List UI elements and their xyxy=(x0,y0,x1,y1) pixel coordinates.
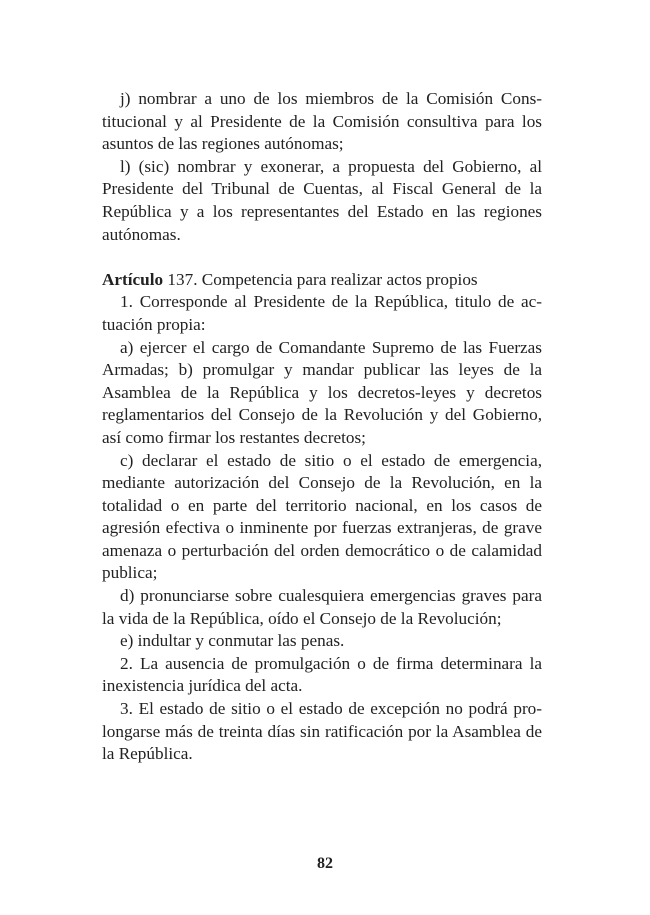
page-number: 82 xyxy=(317,855,333,872)
body-text xyxy=(102,88,542,766)
paragraph-j: j) nombrar a uno de los miembros de la Comisión Constitucional y al Presidente de la Comisión consultiva para los asuntos de las regiones autónomas; xyxy=(102,89,542,154)
paragraph-3: 3. El estado de sitio o el estado de excepción no podrá prolongarse más de treinta días sin ratificación por la Asamblea de la República. xyxy=(102,699,542,764)
article-label: Artículo xyxy=(102,269,164,289)
paragraph-a-b: a) ejercer el cargo de Comandante Supremo de las Fuerzas Armadas; b) promulgar y mandar publicar las leyes de la Asamblea de la República y los decretos-leyes y decretos reglamentarios del Consejo de la Revolución y del Gobierno, así como firmar los restantes decretos; xyxy=(102,337,542,447)
article-title: 137. Competencia para realizar actos propios xyxy=(163,269,478,289)
article-heading xyxy=(102,269,542,292)
paragraph-c: c) declarar el estado de sitio o el estado de emergencia, mediante autorización del Consejo de la Revolución, en la totalidad o en parte del territorio nacional, en los casos de agresión efectiva o inminente por fuerzas extranjeras, de grave amenaza o perturbación del orden democrático o de calamidad publica; xyxy=(102,450,542,583)
paragraph-1: 1. Corresponde al Presidente de la República, titulo de actuación propia: xyxy=(102,292,542,334)
paragraph-l: l) (sic) nombrar y exonerar, a propuesta del Gobierno, al Presidente del Tribunal de Cuentas, al Fiscal General de la República y a los representantes del Estado en las regiones autónomas. xyxy=(102,156,542,244)
paragraph-e: e) indultar y conmutar las penas. xyxy=(120,631,345,651)
paragraph-d: d) pronunciarse sobre cualesquiera emergencias graves para la vida de la República, oído el Consejo de la Revolución; xyxy=(102,586,542,628)
paragraph-2: 2. La ausencia de promulgación o de firma determinara la inexistencia jurídica del acta. xyxy=(102,653,542,696)
section-gap xyxy=(102,246,542,269)
